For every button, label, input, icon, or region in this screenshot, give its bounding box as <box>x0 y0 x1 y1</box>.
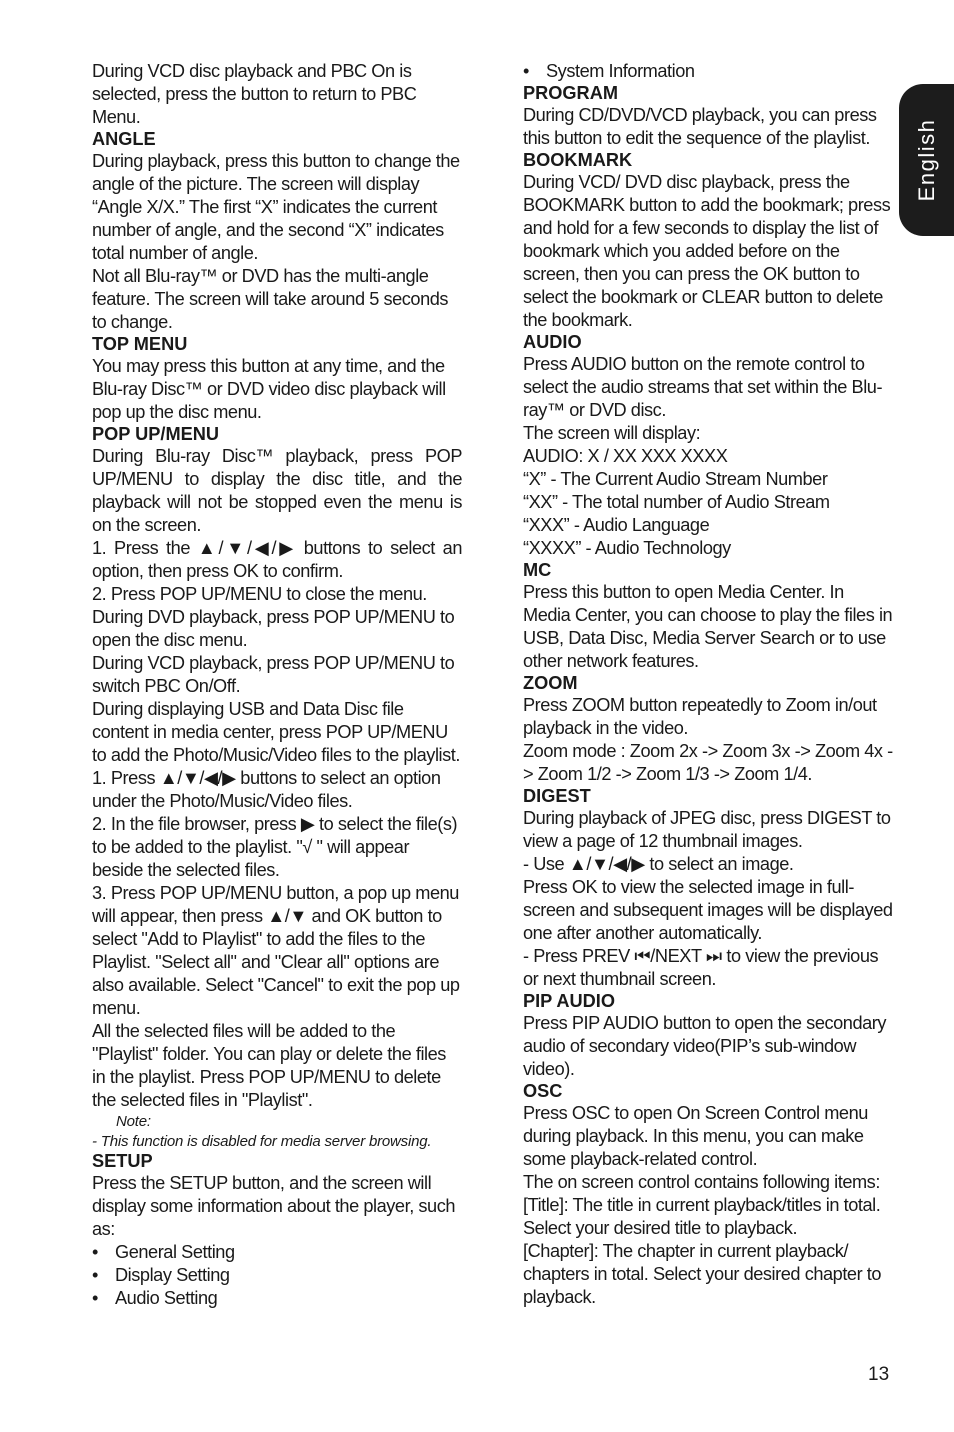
paragraph: “XXXX” - Audio Technology <box>523 538 731 558</box>
paragraph: Press OK to view the selected image in full-screen and subsequent images will be displayed one after another automatically. <box>523 877 893 943</box>
language-tab <box>899 84 954 236</box>
note-title: Note: <box>116 1113 151 1130</box>
paragraph: [Chapter]: The chapter in current playback/ chapters in total. Select your desired chapter to playback. <box>523 1241 882 1307</box>
language-tab-label: English <box>913 118 939 202</box>
section-heading: PIP AUDIO <box>523 991 615 1011</box>
paragraph: 3. Press POP UP/MENU button, a pop up menu will appear, then press ▲/▼ and OK button to select "Add to Playlist" to add the files to the Playlist. "Select all" and "Clear all" options are also available. Select "Cancel" to exit the pop up menu. <box>92 883 460 1018</box>
section-heading: DIGEST <box>523 786 591 806</box>
left-column <box>92 60 462 1310</box>
paragraph: Press PIP AUDIO button to open the secondary audio of secondary video(PIP’s sub-window video). <box>523 1013 887 1079</box>
paragraph: 1. Press ▲/▼/◀/▶ buttons to select an option under the Photo/Music/Video files. <box>92 768 441 811</box>
paragraph: 1. Press the ▲/▼/◀/▶ buttons to select an option, then press OK to confirm. <box>92 538 462 581</box>
paragraph: “XX” - The total number of Audio Stream <box>523 492 830 512</box>
section-heading: ZOOM <box>523 673 578 693</box>
section-heading: POP UP/MENU <box>92 424 220 444</box>
section-heading: SETUP <box>92 1151 153 1171</box>
paragraph: Zoom mode : Zoom 2x -> Zoom 3x -> Zoom 4x -> Zoom 1/2 -> Zoom 1/3 -> Zoom 1/4. <box>523 741 893 784</box>
paragraph: During VCD disc playback and PBC On is selected, press the button to return to PBC Menu. <box>92 61 417 127</box>
paragraph: During playback of JPEG disc, press DIGEST to view a page of 12 thumbnail images. <box>523 808 891 851</box>
paragraph: AUDIO: X / XX XXX XXXX <box>523 446 728 466</box>
paragraph: “X” - The Current Audio Stream Number <box>523 469 828 489</box>
bullet-item: • System Information <box>523 60 895 83</box>
bullet-item: • General Setting <box>92 1241 462 1264</box>
paragraph: Press OSC to open On Screen Control menu during playback. In this menu, you can make some playback-related control. <box>523 1103 868 1169</box>
section-heading: MC <box>523 560 552 580</box>
paragraph: 2. In the file browser, press ▶ to select the file(s) to be added to the playlist. "√ " will appear beside the selected files. <box>92 814 458 880</box>
paragraph: All the selected files will be added to the "Playlist" folder. You can play or delete the files in the playlist. Press POP UP/MENU to delete the selected files in "Playlist". <box>92 1021 446 1110</box>
paragraph: - Use ▲/▼/◀/▶ to select an image. <box>523 854 794 874</box>
paragraph: “XXX” - Audio Language <box>523 515 710 535</box>
paragraph: During VCD/ DVD disc playback, press the BOOKMARK button to add the bookmark; press and hold for a few seconds to display the list of bookmark which you added before on the screen, then you can press the OK button to select the bookmark or CLEAR button to delete the bookmark. <box>523 172 891 330</box>
right-column <box>523 60 895 1309</box>
section-heading: AUDIO <box>523 332 582 352</box>
paragraph: The on screen control contains following items: <box>523 1172 880 1192</box>
bullet-item: • Audio Setting <box>92 1287 462 1310</box>
paragraph: During playback, press this button to change the angle of the picture. The screen will display “Angle X/X.” The first “X” indicates the current number of angle, and the second “X” indicates total number of angle. <box>92 151 460 263</box>
paragraph: [Title]: The title in current playback/titles in total. Select your desired title to playback. <box>523 1195 881 1238</box>
note-text: - This function is disabled for media server browsing. <box>92 1132 432 1150</box>
paragraph: During displaying USB and Data Disc file content in media center, press POP UP/MENU to add the Photo/Music/Video files to the playlist. <box>92 699 460 765</box>
paragraph: You may press this button at any time, and the Blu-ray Disc™ or DVD video disc playback will pop up the disc menu. <box>92 356 446 422</box>
paragraph: During DVD playback, press POP UP/MENU to open the disc menu. <box>92 607 455 650</box>
paragraph: 2. Press POP UP/MENU to close the menu. <box>92 584 427 604</box>
section-heading: PROGRAM <box>523 83 618 103</box>
section-heading: ANGLE <box>92 129 156 149</box>
paragraph: Press the SETUP button, and the screen will display some information about the player, such as: <box>92 1173 456 1239</box>
section-heading: TOP MENU <box>92 334 188 354</box>
paragraph: Press AUDIO button on the remote control to select the audio streams that set within the Blu-ray™ or DVD disc. <box>523 354 883 420</box>
paragraph: During Blu-ray Disc™ playback, press POP UP/MENU to display the disc title, and the playback will not be stopped even the menu is on the screen. <box>92 446 462 535</box>
section-heading: BOOKMARK <box>523 150 633 170</box>
page-number: 13 <box>868 1364 890 1385</box>
section-heading: OSC <box>523 1081 563 1101</box>
paragraph: - Press PREV ⏮/NEXT ⏭ to view the previous or next thumbnail screen. <box>523 946 879 989</box>
bullet-item: • Display Setting <box>92 1264 462 1287</box>
paragraph: During CD/DVD/VCD playback, you can press this button to edit the sequence of the playlist. <box>523 105 877 148</box>
paragraph: Press this button to open Media Center. In Media Center, you can choose to play the files in USB, Data Disc, Media Server Search or to use other network features. <box>523 582 893 671</box>
paragraph: The screen will display: <box>523 423 701 443</box>
paragraph: During VCD playback, press POP UP/MENU to switch PBC On/Off. <box>92 653 455 696</box>
paragraph: Press ZOOM button repeatedly to Zoom in/out playback in the video. <box>523 695 877 738</box>
paragraph: Not all Blu-ray™ or DVD has the multi-angle feature. The screen will take around 5 seconds to change. <box>92 266 449 332</box>
